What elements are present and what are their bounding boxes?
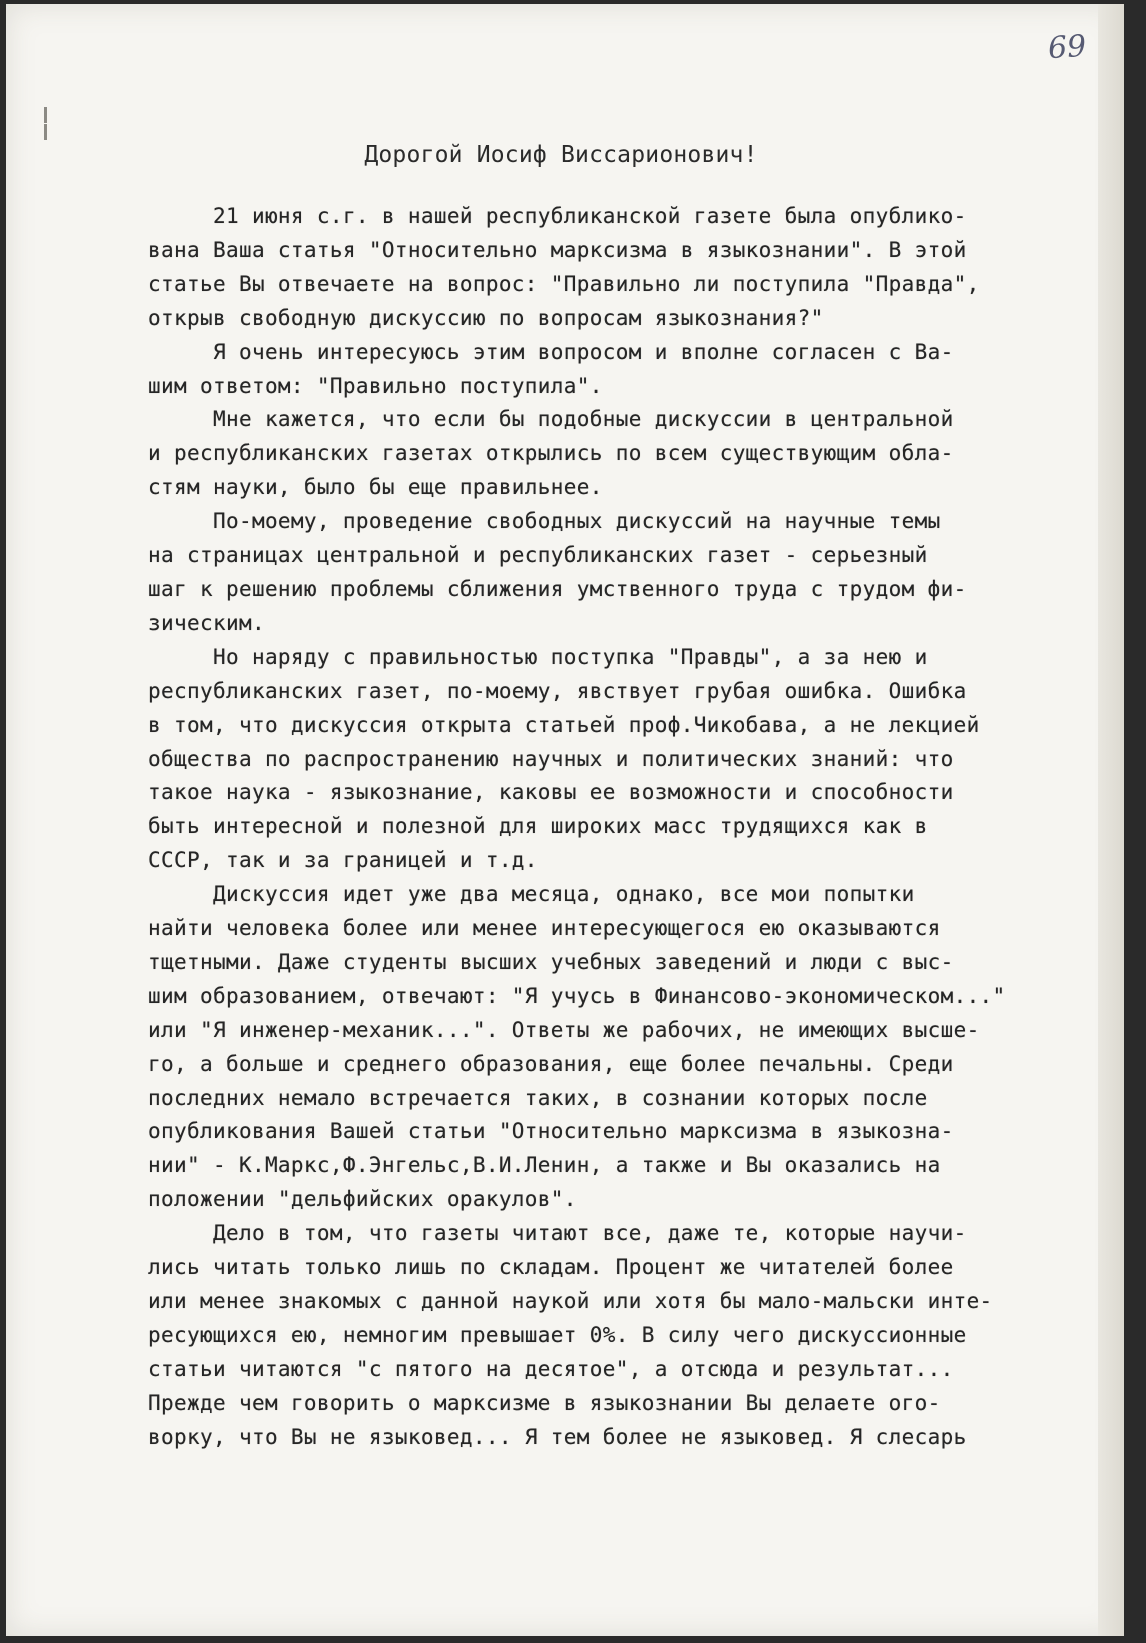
handwritten-page-number: 69 [1046, 28, 1088, 67]
text-line: Мне кажется, что если бы подобные дискуссии в центральной [148, 407, 954, 432]
text-line: последних немало встречается таких, в сознании которых после [148, 1085, 928, 1110]
margin-mark [44, 107, 47, 123]
text-line: и республиканских газетах открылись по всем существующим обла- [148, 441, 954, 466]
text-line: такое наука - языкознание, каковы ее возможности и способности [148, 780, 954, 805]
text-line: статье Вы отвечаете на вопрос: "Правильно ли поступила "Правда", [148, 271, 980, 296]
text-line: ресующихся ею, немногим превышает 0%. В силу чего дискуссионные [148, 1322, 967, 1347]
text-line: лись читать только лишь по складам. Процент же читателей более [148, 1255, 954, 1280]
text-line: Я очень интересуюсь этим вопросом и вполне согласен с Ва- [148, 339, 954, 364]
text-line: нии" - К.Маркс,Ф.Энгельс,В.И.Ленин, а также и Вы оказались на [148, 1153, 941, 1178]
text-line: положении "дельфийских оракулов". [148, 1187, 577, 1212]
text-line: го, а больше и среднего образования, еще более печальны. Среди [148, 1051, 954, 1076]
text-line: Дело в том, что газеты читают все, даже те, которые научи- [148, 1221, 967, 1246]
text-line: ворку, что Вы не языковед... Я тем более не языковед. Я слесарь [148, 1424, 967, 1449]
text-line: опубликования Вашей статьи "Относительно марксизма в языкозна- [148, 1119, 954, 1144]
letter-salutation: Дорогой Иосиф Виссарионович! [364, 142, 758, 168]
margin-mark [44, 124, 47, 140]
text-line: или менее знакомых с данной наукой или хотя бы мало-мальски инте- [148, 1289, 993, 1313]
text-line: в том, что дискуссия открыта статьей проф.Чикобава, а не лекцией [148, 712, 980, 737]
text-line: или "Я инженер-механик...". Ответы же рабочих, не имеющих высше- [148, 1017, 980, 1042]
text-line: тщетными. Даже студенты высших учебных заведений и люди с выс- [148, 949, 954, 974]
text-line: найти человека более или менее интересующегося ею оказываются [148, 916, 941, 941]
text-line: статьи читаются "с пятого на десятое", а отсюда и результат... [148, 1356, 954, 1381]
text-line: шим ответом: "Правильно поступила". [148, 373, 603, 398]
text-line: на страницах центральной и республиканских газет - серьезный [148, 543, 928, 568]
text-line: шаг к решению проблемы сближения умственного труда с трудом фи- [148, 576, 967, 601]
text-line: СССР, так и за границей и т.д. [148, 848, 538, 873]
text-line: стям науки, было бы еще правильнее. [148, 475, 603, 500]
text-line: Прежде чем говорить о марксизме в языкознании Вы делаете ого- [148, 1390, 941, 1415]
text-line: республиканских газет, по-моему, явствует грубая ошибка. Ошибка [148, 678, 967, 703]
text-line: общества по распространению научных и политических знаний: что [148, 746, 954, 771]
text-line: По-моему, проведение свободных дискуссий на научные темы [148, 509, 941, 534]
text-line: быть интересной и полезной для широких масс трудящихся как в [148, 814, 928, 839]
text-line: открыв свободную дискуссию по вопросам языкознания?" [148, 305, 824, 330]
text-line: шим образованием, отвечают: "Я учусь в Финансово-экономическом..." [148, 983, 1006, 1008]
text-line: 21 июня с.г. в нашей республиканской газете была опублико- [148, 204, 967, 228]
text-line: вана Ваша статья "Относительно марксизма в языкознании". В этой [148, 237, 967, 262]
text-line: Но наряду с правильностью поступка "Правды", а за нею и [148, 644, 928, 669]
letter-body [148, 200, 1138, 1455]
text-line: Дискуссия идет уже два месяца, однако, все мои попытки [148, 882, 915, 907]
text-line: зическим. [148, 610, 265, 635]
